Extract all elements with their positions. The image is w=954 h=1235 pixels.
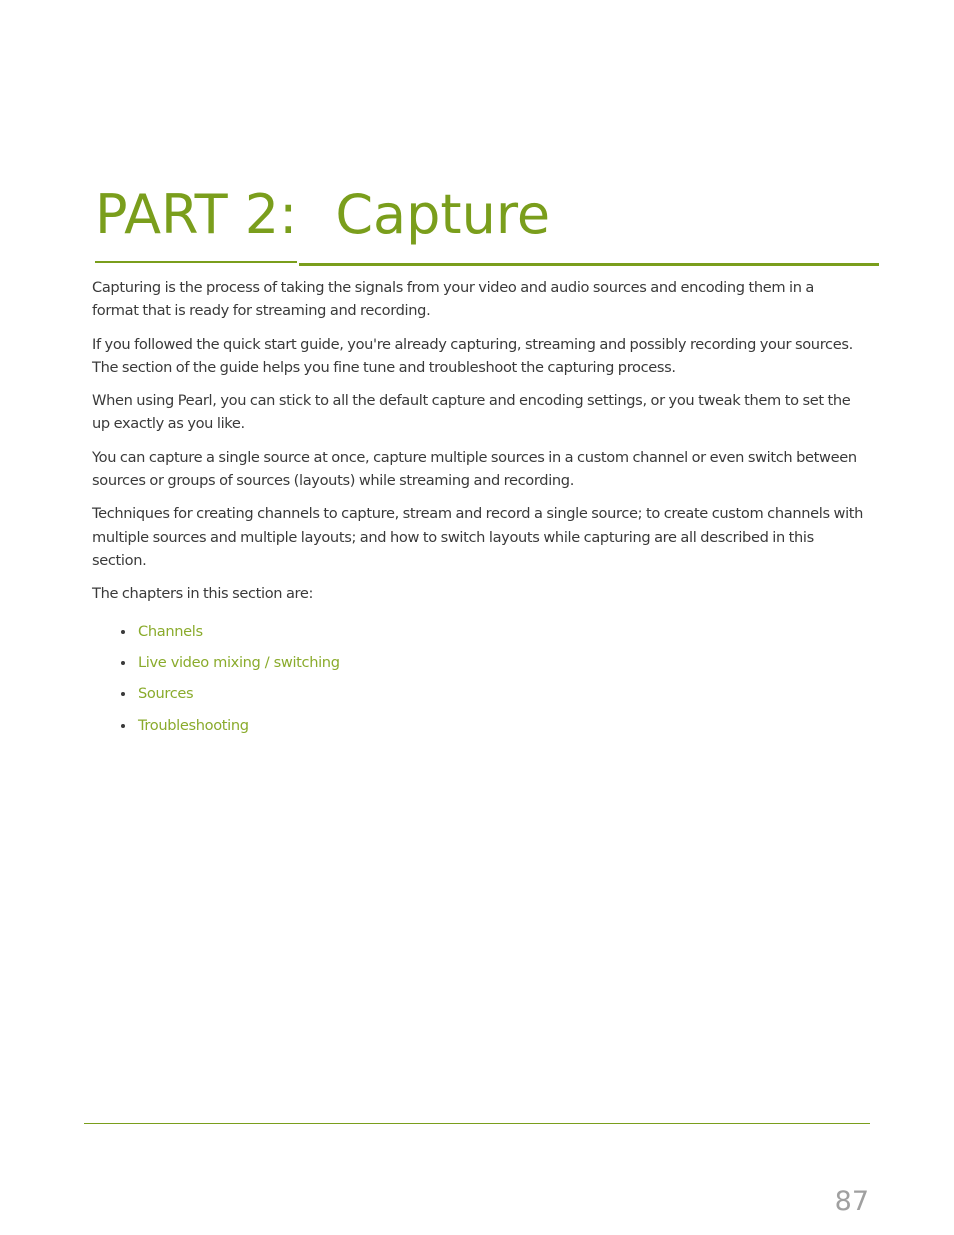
chapter-link-live-video-mixing[interactable]: Live video mixing / switching <box>138 653 340 671</box>
default-settings-paragraph: When using Pearl, you can stick to all the default capture and encoding settings, or you tweak them to set the up exactly as you like. <box>92 392 851 433</box>
chapter-link-sources[interactable]: Sources <box>138 685 194 703</box>
list-item <box>92 710 864 741</box>
chapter-link-troubleshooting[interactable]: Troubleshooting <box>138 716 249 734</box>
bullet-icon <box>121 630 125 634</box>
chapter-list <box>92 616 864 742</box>
list-item <box>92 678 864 709</box>
intro-paragraph: Capturing is the process of taking the signals from your video and audio sources and encoding them in a format that is ready for streaming and recording. <box>92 279 815 320</box>
page-number: 87 <box>834 1186 869 1217</box>
title-underline-right <box>299 263 879 266</box>
bullet-icon <box>121 661 125 665</box>
part-name: Capture <box>335 183 551 246</box>
bullet-icon <box>121 724 125 728</box>
techniques-paragraph: Techniques for creating channels to capture, stream and record a single source; to create custom channels with multiple sources and multiple layouts; and how to switch layouts while capturing are all described in this section. <box>92 505 864 569</box>
part-label: PART 2: <box>95 183 298 246</box>
list-item <box>92 647 864 678</box>
chapter-link-channels[interactable]: Channels <box>138 622 203 640</box>
page-title <box>95 178 550 252</box>
quick-start-paragraph: If you followed the quick start guide, you're already capturing, streaming and possibly recording your sources. The section of the guide helps you fine tune and troubleshoot the capturing process. <box>92 335 853 376</box>
title-underline-left <box>95 261 297 263</box>
list-item <box>92 616 864 647</box>
footer-divider <box>84 1123 870 1124</box>
capture-sources-paragraph: You can capture a single source at once, capture multiple sources in a custom channel or even switch between sources or groups of sources (layouts) while streaming and recording. <box>92 448 857 490</box>
chapters-intro-paragraph: The chapters in this section are: <box>92 585 314 603</box>
body-content <box>92 276 864 741</box>
bullet-icon <box>121 692 125 696</box>
